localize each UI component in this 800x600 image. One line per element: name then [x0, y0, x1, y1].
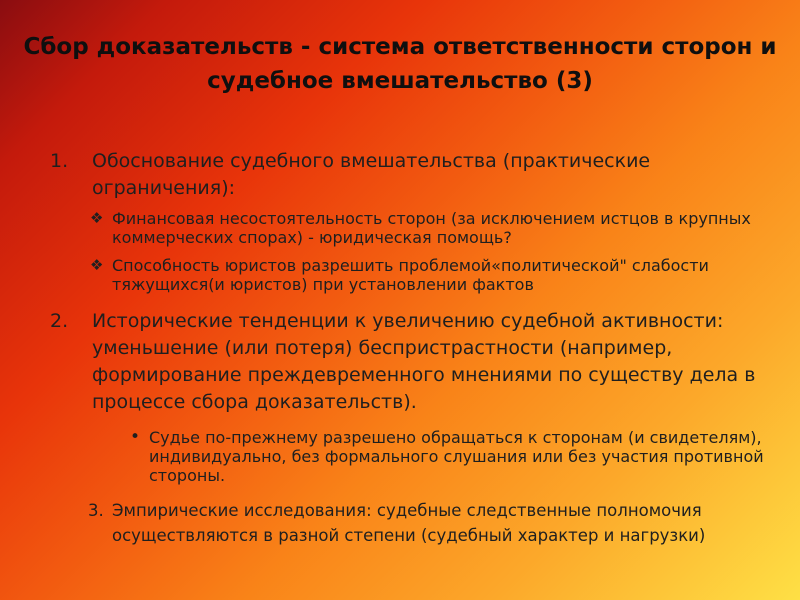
list-item-3-number: 3. — [88, 501, 104, 520]
slide-title-line-2: судебное вмешательство (3) — [207, 68, 593, 94]
list-item-1 — [50, 148, 690, 202]
diamond-bullet-icon: ❖ — [90, 209, 104, 227]
list-item-1-subitem-2-text: Способность юристов разрешить проблемой«политической" слабости тяжущихся(и юристов) при установлении фактов — [112, 256, 709, 294]
list-item-2-subitem-1-text: Судье по-прежнему разрешено обращаться к сторонам (и свидетелям), индивидуально, без формального слушания или без участия противной стороны. — [149, 428, 764, 485]
list-item-3 — [88, 498, 768, 548]
list-item-2-subitem-1 — [130, 428, 785, 485]
list-item-1-number: 1. — [50, 150, 69, 172]
slide-title-line-1: Сбор доказательств - система ответственности сторон и — [23, 34, 777, 60]
list-item-2-number: 2. — [50, 310, 69, 332]
diamond-bullet-icon: ❖ — [90, 256, 104, 274]
bullet-icon: • — [130, 427, 141, 447]
list-item-2 — [50, 308, 790, 416]
list-item-2-text: Исторические тенденции к увеличению судебной активности: уменьшение (или потеря) беспристрастности (например, формирование преждевременного мнениями по существу дела в процессе сбора доказательств). — [92, 310, 756, 413]
list-item-1-subitem-1 — [90, 209, 770, 247]
slide-title — [20, 30, 780, 98]
list-item-1-text: Обоснование судебного вмешательства (практические ограничения): — [92, 150, 651, 199]
list-item-1-subitem-1-text: Финансовая несостоятельность сторон (за исключением истцов в крупных коммерческих спорах) - юридическая помощь? — [112, 209, 751, 247]
list-item-1-subitem-2 — [90, 256, 790, 294]
list-item-3-text: Эмпирические исследования: судебные следственные полномочия осуществляются в разной степени (судебный характер и нагрузки) — [112, 501, 706, 545]
